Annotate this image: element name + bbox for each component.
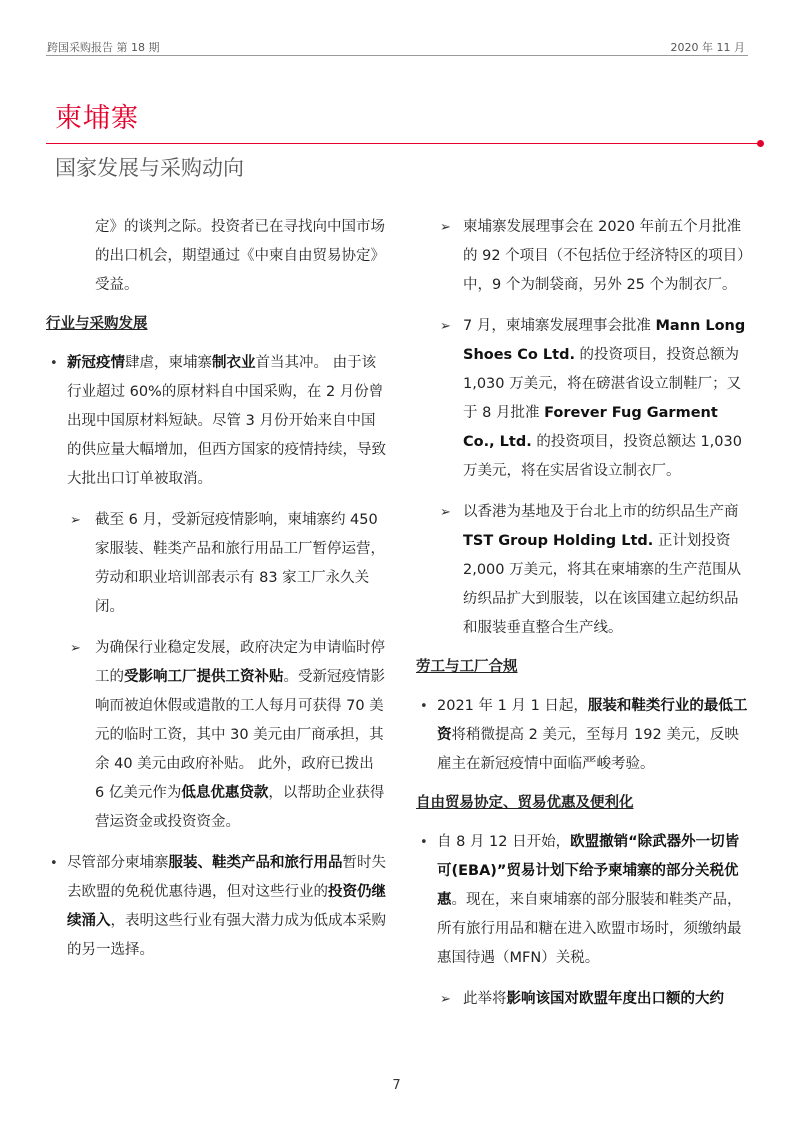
arrow-bullet-icon: ➢	[70, 513, 81, 528]
arrow-bullet-icon: ➢	[440, 220, 451, 235]
header-report-title: 跨国采购报告 第 18 期	[47, 41, 160, 54]
section-heading-industry: 行业与采购发展	[46, 316, 148, 332]
body-text: 2021 年 1 月 1 日起，	[437, 698, 588, 714]
right-column	[416, 213, 751, 1023]
title-divider	[46, 143, 758, 144]
bold-text: 受影响工厂提供工资补贴	[124, 669, 284, 685]
arrow-bullet-icon: ➢	[440, 319, 451, 334]
bullet-icon: •	[420, 835, 428, 850]
left-column	[46, 213, 386, 974]
divider-dot-icon	[757, 140, 764, 147]
sub-list-item	[416, 985, 751, 1014]
body-text: 的投资项目，投资总额为 1,030 万美元，将在磅湛省设立制鞋厂；又于 8 月批准	[463, 347, 742, 421]
header-date: 2020 年 11 月	[670, 41, 745, 54]
section-heading-trade: 自由贸易协定、贸易优惠及便利化	[416, 795, 634, 811]
body-text: 此举将	[463, 991, 507, 1007]
body-text: 柬埔寨发展理事会在 2020 年前五个月批准的 92 个项目（不包括位于经济特区的项目）中，9 个为制袋商，另外 25 个为制衣厂。	[463, 219, 745, 293]
sub-list-item	[416, 498, 751, 643]
section-heading-labour: 劳工与工厂合规	[416, 659, 518, 675]
body-text: 正计划投资 2,000 万美元，将其在柬埔寨的生产范围从纺织品扩大到服装，以在该国建立起纺织品和服装垂直整合生产线。	[463, 533, 742, 636]
sub-list-item	[416, 213, 751, 300]
list-item	[46, 349, 386, 494]
bullet-icon: •	[50, 356, 58, 371]
list-item	[416, 692, 751, 779]
bold-text: 欧盟撤销“除武器外一切皆可(EBA)”贸易计划下给予柬埔寨的部分关税优惠	[437, 834, 740, 908]
arrow-bullet-icon: ➢	[440, 992, 451, 1007]
body-text: 的投资项目，投资总额达 1,030 万美元，将在实居省设立制衣厂。	[463, 434, 742, 479]
page-title-country: 柬埔寨	[55, 103, 139, 134]
list-item	[46, 849, 386, 965]
body-text: 暂时失去欧盟的免税优惠待遇，但对这些行业的	[67, 855, 386, 900]
bold-text: TST Group Holding Ltd.	[463, 533, 654, 549]
sub-list-item	[416, 312, 751, 486]
body-text: 。受新冠疫情影响而被迫休假或遣散的工人每月可获得 70 美元的临时工资，其中 30 美元由厂商承担，其余 40 美元由政府补贴。 此外，政府已拨出 6 亿美元作为	[95, 669, 385, 801]
bold-text: 服装、鞋类产品和旅行用品	[168, 855, 343, 871]
body-text: 以香港为基地及于台北上市的纺织品生产商	[463, 504, 739, 520]
header-divider	[46, 55, 748, 56]
body-text: ，以帮助企业获得营运资金或投资资金。	[95, 785, 385, 830]
body-text: 将稍微提高 2 美元，至每月 192 美元，反映雇主在新冠疫情中面临严峻考验。	[437, 727, 739, 772]
bold-text: 服装和鞋类行业的最低工资	[437, 698, 748, 743]
body-text: ，表明这些行业有强大潜力成为低成本采购的另一选择。	[67, 913, 386, 958]
bold-text: Forever Fug Garment Co., Ltd.	[463, 405, 718, 450]
body-text: 。现在，来自柬埔寨的部分服装和鞋类产品，所有旅行用品和糖在进入欧盟市场时，须缴纳最惠国待遇（MFN）关税。	[437, 892, 742, 966]
body-text: 为确保行业稳定发展，政府决定为申请临时停工的	[95, 640, 385, 685]
arrow-bullet-icon: ➢	[440, 505, 451, 520]
body-text: 肆虐，柬埔寨	[125, 355, 212, 371]
arrow-bullet-icon: ➢	[70, 641, 81, 656]
body-text: 尽管部分柬埔寨	[67, 855, 169, 871]
bold-text: Mann Long Shoes Co Ltd.	[463, 318, 746, 363]
page-subtitle: 国家发展与采购动向	[55, 156, 244, 180]
bold-text: 投资仍继续涌入	[67, 884, 386, 929]
continued-text: 定》的谈判之际。投资者已在寻找向中国市场的出口机会，期望通过《中柬自由贸易协定》受益。	[95, 219, 385, 293]
body-text: 7 月，柬埔寨发展理事会批准	[463, 318, 656, 334]
list-item	[416, 828, 751, 973]
bold-text: 新冠疫情	[67, 355, 125, 371]
sub-list-item	[46, 506, 386, 622]
bold-text: 影响该国对欧盟年度出口额的大约	[506, 991, 724, 1007]
bullet-icon: •	[420, 699, 428, 714]
sub-list-item	[46, 634, 386, 837]
bold-text: 制衣业	[212, 355, 256, 371]
page-number: 7	[392, 1078, 401, 1093]
bullet-icon: •	[50, 856, 58, 871]
body-text: 首当其冲。 由于该行业超过 60%的原材料自中国采购，在 2 月份曾出现中国原材料短缺。尽管 3 月份开始来自中国的供应量大幅增加，但西方国家的疫情持续，导致大批出口订单被取消。	[67, 355, 386, 487]
body-text: 自 8 月 12 日开始，	[437, 834, 571, 850]
bold-text: 低息优惠贷款	[181, 785, 269, 801]
continued-paragraph	[46, 213, 386, 300]
body-text: 截至 6 月，受新冠疫情影响，柬埔寨约 450 家服装、鞋类产品和旅行用品工厂暂停运营，劳动和职业培训部表示有 83 家工厂永久关闭。	[95, 512, 385, 615]
